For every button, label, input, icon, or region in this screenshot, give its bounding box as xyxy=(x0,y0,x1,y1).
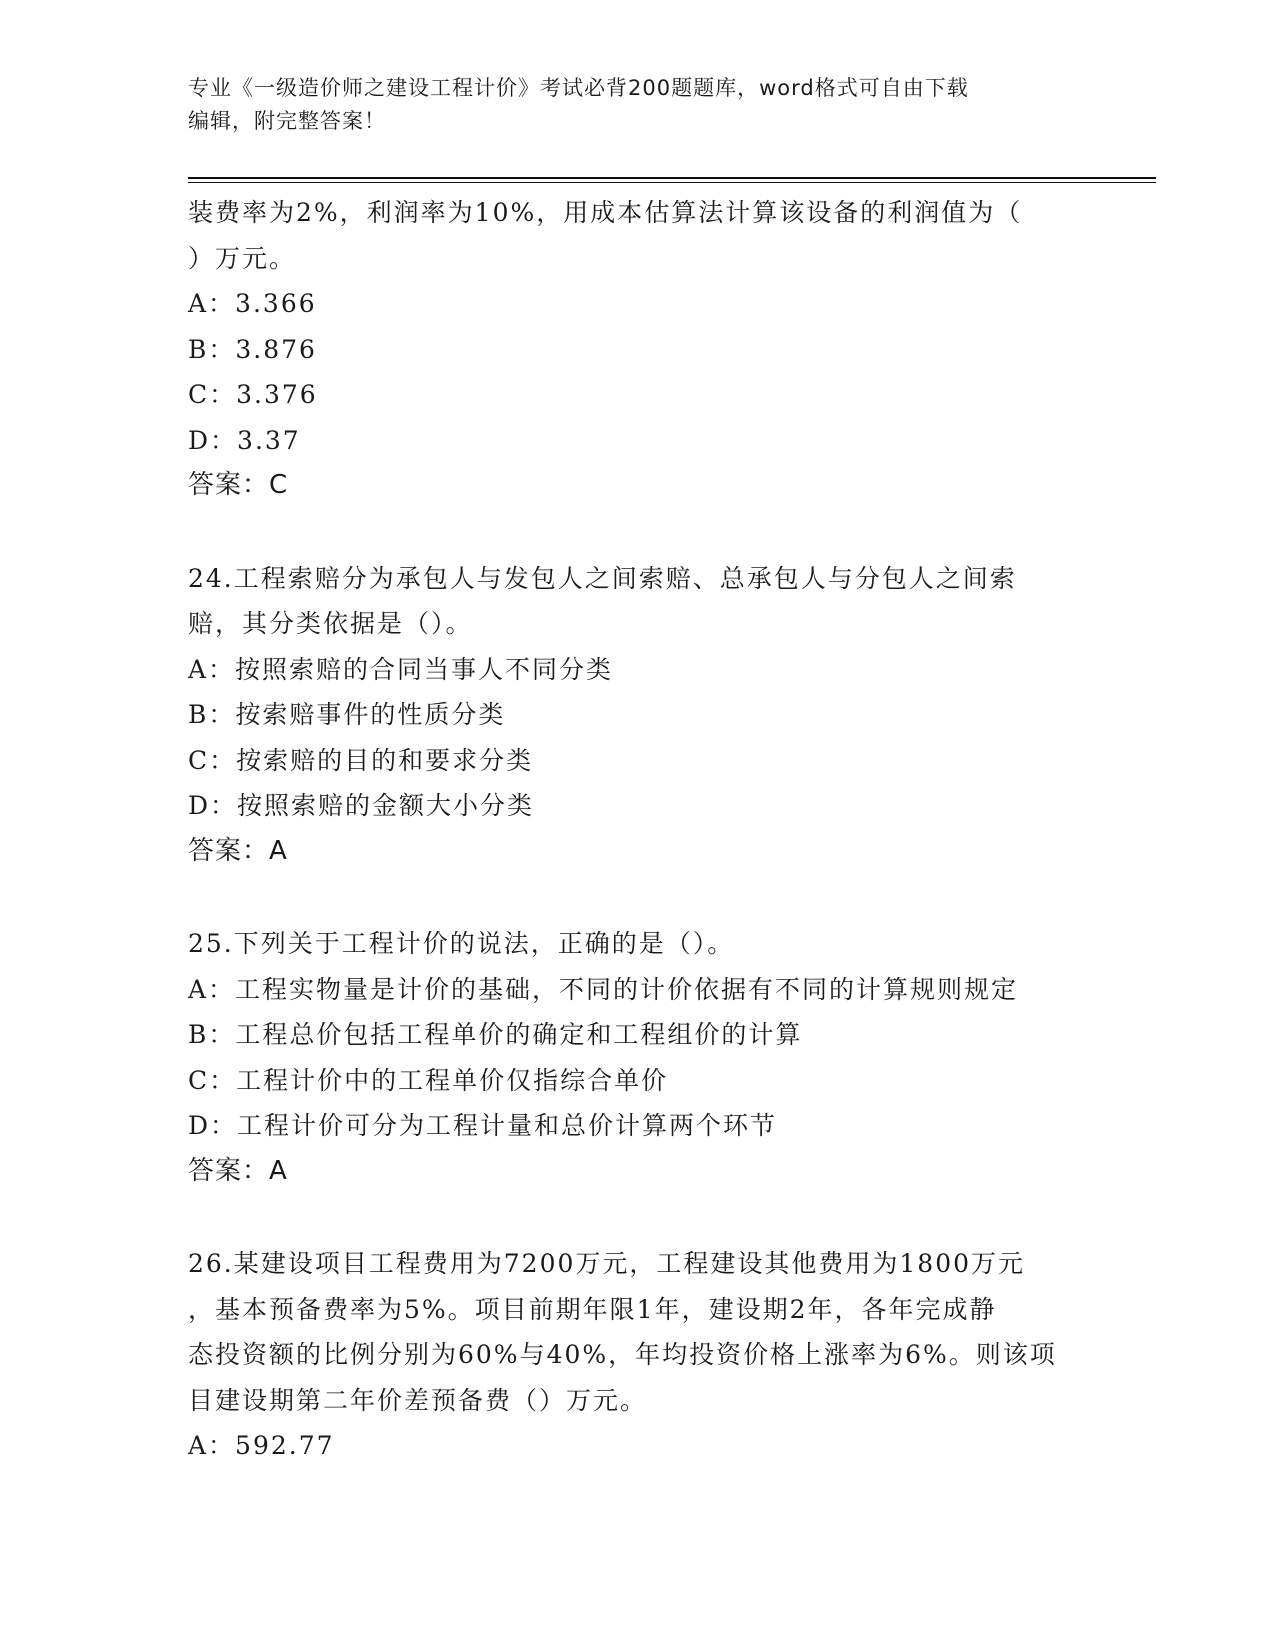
question-25 xyxy=(188,921,1088,1194)
question-text: 装费率为2%，利润率为10%，用成本估算法计算该设备的利润值为（ xyxy=(188,198,1023,227)
header-rule-thin xyxy=(188,182,1156,183)
question-text: 态投资额的比例分别为60%与40%，年均投资价格上涨率为6%。则该项 xyxy=(188,1340,1057,1369)
header-line-2: 编辑，附完整答案！ xyxy=(188,109,386,133)
spacer xyxy=(188,509,1088,556)
option-b: B：3.876 xyxy=(188,334,317,364)
option-c: C：按索赔的目的和要求分类 xyxy=(188,745,534,775)
document-header xyxy=(188,72,1088,138)
header-rule-thick xyxy=(188,177,1156,179)
question-text: 目建设期第二年价差预备费（）万元。 xyxy=(188,1385,648,1415)
question-list xyxy=(188,190,1088,1469)
option-a: A：工程实物量是计价的基础，不同的计价依据有不同的计算规则规定 xyxy=(188,974,1019,1004)
option-c: C：工程计价中的工程单价仅指综合单价 xyxy=(188,1065,669,1095)
answer: 答案：A xyxy=(188,1155,288,1186)
question-text: 25.下列关于工程计价的说法，正确的是（）。 xyxy=(188,929,735,958)
option-a: A：按照索赔的合同当事人不同分类 xyxy=(188,654,614,684)
answer: 答案：A xyxy=(188,835,288,866)
question-text: 24.工程索赔分为承包人与发包人之间索赔、总承包人与分包人之间索 xyxy=(188,563,1017,593)
question-23 xyxy=(188,190,1088,509)
question-text: 赔，其分类依据是（）。 xyxy=(188,609,473,638)
option-a: A：592.77 xyxy=(188,1431,335,1460)
question-text: ，基本预备费率为5%。项目前期年限1年，建设期2年，各年完成静 xyxy=(188,1294,997,1324)
spacer xyxy=(188,874,1088,921)
answer: 答案：C xyxy=(188,470,289,500)
option-d: D：按照索赔的金额大小分类 xyxy=(188,791,535,820)
question-24 xyxy=(188,556,1088,875)
header-line-1: 专业《一级造价师之建设工程计价》考试必背200题题库，word格式可自由下载 xyxy=(188,76,969,100)
question-text: 26.某建设项目工程费用为7200万元，工程建设其他费用为1800万元 xyxy=(188,1249,1026,1278)
option-d: D：3.37 xyxy=(188,425,301,455)
option-b: B：按索赔事件的性质分类 xyxy=(188,700,506,729)
option-b: B：工程总价包括工程单价的确定和工程组价的计算 xyxy=(188,1020,803,1049)
spacer xyxy=(188,1194,1088,1241)
option-c: C：3.376 xyxy=(188,380,318,409)
question-text: ）万元。 xyxy=(188,243,297,273)
option-d: D：工程计价可分为工程计量和总价计算两个环节 xyxy=(188,1111,778,1140)
question-26 xyxy=(188,1241,1088,1469)
option-a: A：3.366 xyxy=(188,289,317,318)
